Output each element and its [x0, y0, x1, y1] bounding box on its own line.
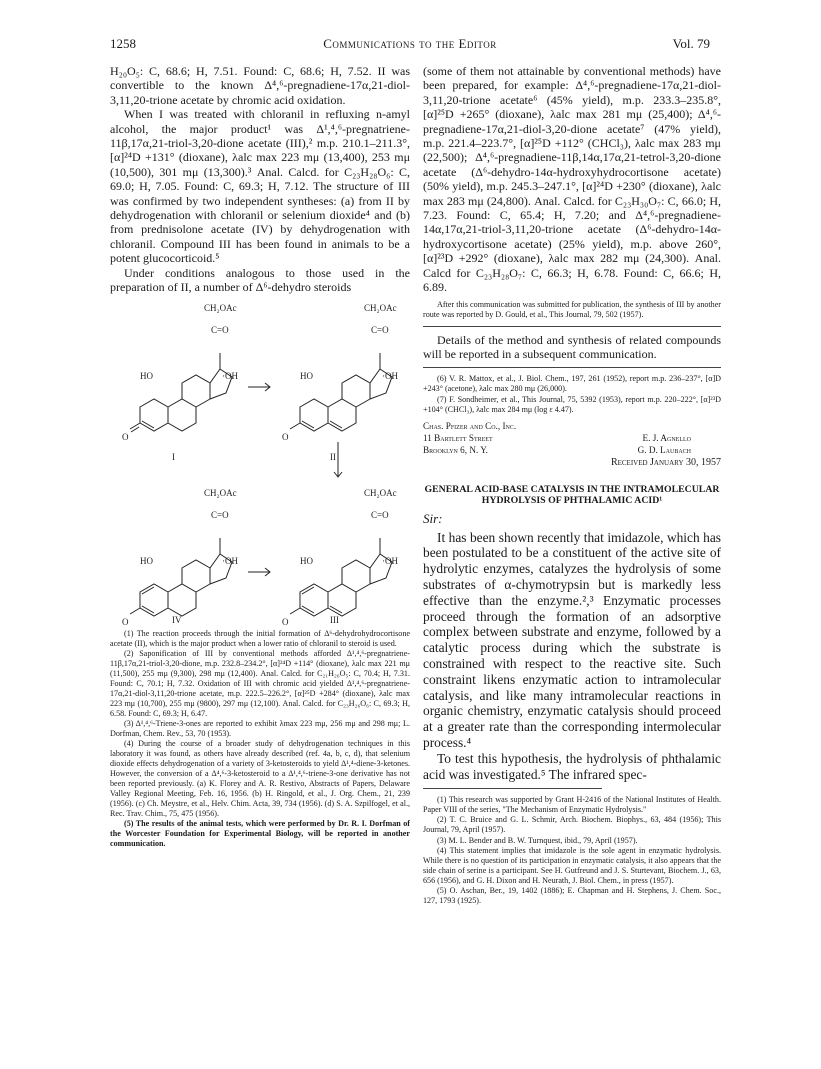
affiliation-street: 11 Bartlett Street	[423, 432, 493, 443]
footnote: (3) Δ¹,⁴,⁶-Triene-3-ones are reported to exhibit λmax 223 mμ, 256 mμ and 298 mμ; L. Dorfman, Chem. Rev., 53, 70 (1953).	[110, 718, 410, 738]
ch2oac-label: CH₂OAc	[364, 487, 397, 498]
structure-I	[130, 353, 232, 432]
divider	[423, 326, 721, 327]
affiliation: Chas. Pfizer and Co., Inc.	[423, 420, 517, 431]
author-2: G. D. Laubach	[637, 444, 691, 455]
footnote: (4) This statement implies that imidazole is the sole agent in enzymatic hydrolysis. While there is no question of its participation in enzymatic catalysis, it also appears that the side chain of serine is a participant. See H. Gutfreund and J. S. Sturtevant, Biochem. J., 63, 656 (1956), and G. H. Dixon and H. Neurath, J. Biol. Chem., in press (1957).	[423, 845, 721, 885]
paragraph: (some of them not attainable by conventional methods) have been prepared, for example: Δ⁴,⁶-pregnadiene-17α,21-diol-3,11,20-trione acetate⁶ (45% yield), m.p. 233.3–235.8°, [α]²⁵D +265° (dioxane), λalc max 281 mμ (25,400); Δ⁴,⁶-pregnadiene-17α,21-diol-3,20-dione acetate⁷ (47% yield), m.p. 221.4–223.7°, [α]²⁵D +112° (CHCl₃), λalc max 283 mμ (22,500); Δ⁴,⁶-pregnadiene-11β,14α,17α,21-tetrol-3,20-dione acetate (Δ⁶-dehydro-14α-hydroxyhydrocortisone acetate) (50% yield), m.p. 245.3–247.1°, [α]²⁴D +230° (dioxane), λalc max 283 mμ (24,800). Anal. Calcd. for C₂₃H₃₀O₇: C, 66.0; H, 7.23. Found: C, 65.4; H, 7.20; and Δ⁴,⁶-pregnadiene-14α,17α,21-triol-3,11,20-trione acetate (Δ⁶-dehydro-14α-hydroxycortisone acetate) (25% yield), m.p. above 260°, [α]²³D +292° (dioxane), λalc max 282 mμ (24,300). Anal. Calcd for C₂₃H₂₈O₇: C, 66.3; H, 6.78. Found: C, 66.6; H, 6.89.	[423, 64, 721, 295]
footnote: (2) T. C. Bruice and G. L. Schmir, Arch. Biochem. Biophys., 63, 484 (1956); This Journal, 79, April (1957).	[423, 815, 721, 835]
ch2oac-label: CH₂OAc	[204, 302, 237, 313]
ho-label: HO	[140, 370, 153, 381]
footnote: (7) F. Sondheimer, et al., This Journal, 75, 5392 (1953), report m.p. 220–222°, [α]²³D +104° (CHCl₃), λalc max 284 mμ (log ε 4.47).	[423, 394, 721, 414]
footnotes-left	[110, 629, 410, 850]
oh-label: ·OH	[382, 555, 398, 566]
footnote: (1) The reaction proceeds through the initial formation of Δ⁶-dehydrohydrocortisone acetate (II), which is the major product when a lower ratio of chloranil to steroid is used.	[110, 628, 410, 648]
footnote: (5) O. Aschan, Ber., 19, 1402 (1886); E. Chapman and H. Stephens, J. Chem. Soc., 127, 1793 (1925).	[423, 885, 721, 905]
footnote: (4) During the course of a broader study of dehydrogenation techniques in this laboratory it was found, as others have already described (ref. 4a, b, c, d), that selenium dioxide effects dehydrogenation of a variety of 3-ketosteroids to yield Δ¹,⁴-diene-3-ketones. However, the conversion of a Δ⁴,⁶-3-ketosteroid to a Δ¹,⁴,⁶-triene-3-one derivative has not been reported previously. (a) K. Florey and A. R. Restivo, Abstracts of Papers, Delaware Valley Regional Meeting, Feb. 16, 1956. (b) H. Ringold, et al., J. Org. Chem., 21, 239 (1956). (c) Ch. Meystre, et al., Helv. Chim. Acta, 39, 734 (1956). (d) S. A. Szpilfogel, et al., Rec. Trav. Chim., 75, 475 (1956).	[110, 739, 410, 819]
ho-label: HO	[140, 555, 153, 566]
compound-label-III: III	[330, 614, 339, 625]
article-title: GENERAL ACID-BASE CATALYSIS IN THE INTRAMOLECULAR HYDROLYSIS OF PHTHALAMIC ACID¹	[424, 483, 720, 507]
reaction-scheme-figure	[110, 297, 410, 627]
footnote: (6) V. R. Mattox, et al., J. Biol. Chem., 197, 261 (1952), report m.p. 236–237°, [α]D +243° (acetone), λalc max 280 mμ (26,000).	[423, 374, 721, 394]
oh-label: ·OH	[222, 370, 238, 381]
compound-label-II: II	[330, 451, 336, 462]
divider	[423, 367, 721, 368]
page-number: 1258	[110, 36, 136, 51]
ho-label: HO	[300, 555, 313, 566]
right-column	[423, 64, 721, 906]
paragraph: Details of the method and synthesis of related compounds will be reported in a subsequent communication.	[423, 332, 721, 361]
paragraph: When I was treated with chloranil in refluxing n-amyl alcohol, the major product¹ was Δ¹,⁴,⁶-pregnatriene-11β,17α,21-triol-3,20-dione acetate (III),² m.p. 210.1–211.3°, [α]²⁴D +131° (dioxane), λalc max 223 mμ (13,400), 253 mμ (10,500), 301 mμ (13,300).³ Anal. Calcd. for C₂₃H₂₈O₆: C, 69.0; H, 7.05. Found: C, 69.3; H, 7.12. The structure of III was confirmed by two independent syntheses: (a) from II by dehydrogenation with chloranil or selenium dioxide⁴ and (b) from prednisolone acetate (IV) by dehydrogenation with chloranil. Compound III has been found in animals to be a potent glucocorticoid.⁵	[110, 107, 410, 266]
received-date: Received January 30, 1957	[610, 456, 721, 468]
volume-label: Vol. 79	[672, 36, 710, 51]
footnote: (1) This research was supported by Grant H-2416 of the National Institutes of Health. Paper VIII of the series, "The Mechanism of Enzymatic Hydrolysis."	[423, 795, 721, 815]
co-label: C=O	[371, 324, 389, 335]
footnote: (3) M. L. Bender and B. W. Turnquest, ibid., 79, April (1957).	[437, 835, 638, 845]
after-note: After this communication was submitted for publication, the synthesis of III by another route was reported by D. Gould, et al., This Journal, 79, 502 (1957).	[423, 299, 721, 319]
paragraph: Under conditions analogous to those used in the preparation of II, a number of Δ⁶-dehydro steroids	[110, 265, 410, 295]
o-label: O	[282, 431, 289, 442]
author-1: E. J. Agnello	[642, 432, 691, 443]
co-label: C=O	[211, 324, 229, 335]
ch2oac-label: CH₂OAc	[204, 487, 237, 498]
salutation: Sir:	[423, 510, 443, 526]
o-label: O	[122, 431, 129, 442]
oh-label: ·OH	[222, 555, 238, 566]
paragraph: To test this hypothesis, the hydrolysis of phthalamic acid was investigated.⁵ The infrared spec-	[423, 750, 721, 782]
ch2oac-label: CH₂OAc	[364, 302, 397, 313]
paragraph: It has been shown recently that imidazole, which has been postulated to be a constituent of the active site of hydrolytic enzymes, catalyzes the hydrolysis of some substrates of α-chymotrypsin but is markedly less effective than the enzyme.²,³ Enzymatic processes proceed through the formation of an adsorptive complex between substrate and enzyme, followed by a catalytic process during which the substrate is constrained with respect to the reactive site. Such constraint likens enzymatic action to intramolecular catalysis, and like many intramolecular reactions in organic chemistry, enzymatic catalysis should proceed at a greater rate than the corresponding intermolecular process.⁴	[423, 529, 721, 750]
signature-block	[423, 420, 721, 456]
footnote: (2) Saponification of III by conventional methods afforded Δ¹,⁴,⁶-pregnatriene-11β,17α,21-triol-3,20-dione, m.p. 232.8–234.2°, [α]²⁴D +114° (dioxane), λalc max 221 mμ (11,500), 255 mμ (9,300), 298 mμ (12,400). Anal. Calcd. for C₂₁H₂₆O₅: C, 70.4; H, 7.31. Found: C, 70.1; H, 7.32. Oxidation of III with chromic acid yielded Δ¹,⁴,⁶-pregnatriene-17α,21-diol-3,11,20-trione acetate, m.p. 222.5–226.2°, [α]²⁵D +284° (dioxane), λalc max 223 mμ (10,700), 255 mμ (9800), 297 mμ (12,100). Anal. Calcd. for C₂₃H₂₆O₆: C, 69.3; H, 6.58. Found: C, 69.3; H, 6.47.	[110, 648, 410, 718]
page-header	[110, 36, 710, 58]
co-label: C=O	[371, 509, 389, 520]
footnotes-right	[423, 795, 721, 906]
ho-label: HO	[300, 370, 313, 381]
left-column	[110, 64, 410, 850]
divider	[423, 788, 602, 789]
structure-IV	[130, 538, 232, 616]
running-title: Communications to the Editor	[323, 36, 497, 51]
footnote: (5) The results of the animal tests, which were performed by Dr. R. I. Dorfman of the Worcester Foundation for Experimental Biology, will be reported in another communication.	[110, 819, 410, 849]
reaction-scheme	[110, 297, 410, 627]
paragraph: H₂₀O₅: C, 68.6; H, 7.51. Found: C, 68.6; H, 7.52. II was convertible to the known Δ⁴,⁶-pregnadiene-17α,21-diol-3,11,20-trione acetate by chromic acid oxidation.	[110, 64, 410, 107]
structure-II	[290, 353, 392, 431]
affiliation-city: Brooklyn 6, N. Y.	[423, 444, 488, 455]
compound-label-IV: IV	[172, 614, 182, 625]
compound-label-I: I	[172, 451, 175, 462]
o-label: O	[122, 616, 129, 627]
o-label: O	[282, 616, 289, 627]
co-label: C=O	[211, 509, 229, 520]
oh-label: ·OH	[382, 370, 398, 381]
structure-III	[290, 538, 392, 616]
